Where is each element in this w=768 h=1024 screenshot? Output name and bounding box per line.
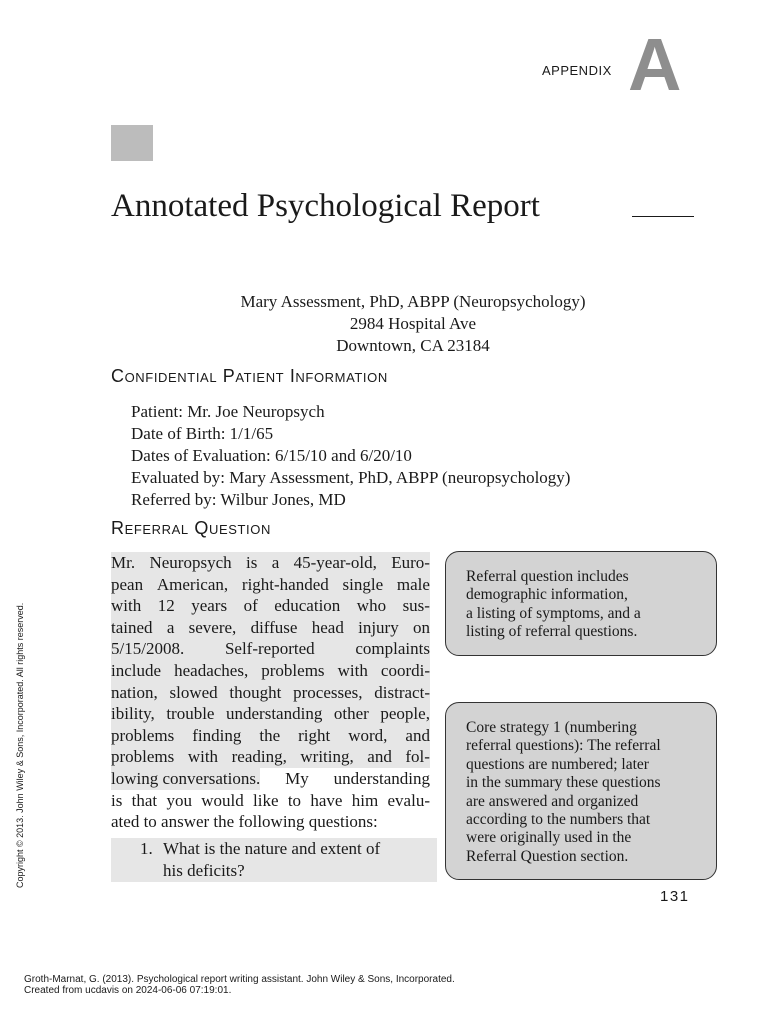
referral-text-line (111, 725, 430, 747)
callout-line: Referral question includes (466, 568, 629, 585)
referral-text-line (111, 595, 430, 617)
referral-word: tained (111, 617, 153, 637)
referral-word: him (351, 790, 379, 810)
chapter-marker-square (111, 125, 153, 161)
referral-word: headaches, (174, 660, 249, 680)
referral-word: processes, (293, 682, 363, 702)
referral-word: severe, (188, 617, 237, 637)
referral-word: years (191, 596, 228, 616)
referral-word: problems (261, 660, 325, 680)
referral-word: who (356, 596, 387, 616)
author-name-line: Mary Assessment, PhD, ABPP (Neuropsychology) (240, 292, 586, 311)
referral-word: Mr. (111, 553, 136, 572)
referral-word: education (274, 596, 341, 616)
referral-word: complaints (355, 639, 430, 659)
referral-text-line (111, 574, 430, 596)
referral-word: include (111, 660, 162, 680)
referral-word: My (285, 768, 309, 788)
patient-info-item: Referred by: Wilbur Jones, MD (131, 490, 346, 509)
referral-word: reading, (231, 747, 287, 767)
callout-line: Referral Question section. (466, 847, 629, 865)
referral-word: ated to answer the following questions: (111, 812, 378, 832)
referral-word: word, (348, 725, 388, 745)
referral-word: to (287, 790, 302, 810)
referral-text-line (111, 552, 430, 574)
referral-word: head (311, 617, 344, 637)
annotation-callout-referral (445, 551, 717, 656)
patient-info-item: Dates of Evaluation: 6/15/10 and 6/20/10 (131, 446, 412, 465)
referral-word: finding (192, 725, 242, 745)
title-underline (632, 216, 694, 217)
page-number: 131 (660, 888, 690, 905)
referral-word: evalu- (387, 790, 430, 810)
referral-word: on (412, 617, 430, 637)
callout-line: a listing of symptoms, and a (466, 604, 641, 622)
referral-word: understanding (226, 704, 323, 724)
referral-word: injury (358, 617, 399, 637)
referral-word: trouble (166, 704, 215, 724)
referral-word: Neuropsych (149, 553, 232, 572)
referral-word: with (111, 596, 142, 616)
referral-text-line (111, 660, 430, 682)
referral-word: ibility, (111, 704, 155, 724)
callout-line: are answered and organized (466, 792, 639, 810)
author-city-line: Downtown, CA 23184 (336, 336, 490, 355)
appendix-letter: A (628, 23, 682, 106)
referral-word: like (253, 790, 279, 810)
referral-word: a (166, 617, 175, 637)
referral-word: right-handed (241, 574, 329, 594)
referral-word: writing, (300, 747, 354, 767)
referral-text-line (111, 617, 430, 639)
referral-word: coordi- (380, 660, 430, 680)
referral-word: a (271, 553, 280, 572)
callout-line: listing of referral questions. (466, 623, 638, 641)
referral-word: and (405, 725, 430, 745)
callout-line: questions are numbered; later (466, 755, 649, 773)
referral-word: diffuse (250, 617, 298, 637)
referral-word: sus- (402, 596, 430, 616)
callout-line: demographic information, (466, 586, 628, 604)
referral-word: the (259, 725, 281, 745)
callout-line: referral questions): The referral (466, 737, 661, 755)
referral-text-line (111, 811, 430, 833)
referral-word: lowing conversations. (111, 768, 261, 788)
referral-word: slowed (169, 682, 218, 702)
question-text-line: his deficits? (163, 861, 245, 880)
author-address-line: 2984 Hospital Ave (349, 314, 477, 333)
heading-confidential-info: Confidential Patient Information (111, 366, 388, 386)
referral-text-line (111, 746, 430, 768)
callout-line: were originally used in the (466, 829, 632, 847)
referral-word: American, (156, 574, 229, 594)
referral-word: is (111, 790, 123, 810)
referral-word: other (333, 704, 369, 724)
referral-word: 5/15/2008. (111, 639, 185, 659)
referral-word: you (166, 790, 192, 810)
patient-info-item: Date of Birth: 1/1/65 (131, 424, 274, 443)
referral-word: understanding (333, 768, 430, 788)
referral-word: thought (229, 682, 282, 702)
referral-word: nation, (111, 682, 158, 702)
referral-word: 12 (157, 596, 175, 616)
copyright-notice: Copyright © 2013. John Wiley & Sons, Incorporated. All rights reserved. (15, 602, 25, 888)
referral-word: with (187, 747, 219, 767)
footer-citation (24, 974, 455, 996)
referral-word: distract- (374, 682, 430, 702)
referral-word: single (342, 574, 384, 594)
referral-word: of (243, 596, 258, 616)
patient-info-item: Evaluated by: Mary Assessment, PhD, ABPP (neuropsychology) (131, 468, 571, 487)
question-text-line: What is the nature and extent of (163, 839, 381, 858)
referral-word: is (246, 553, 258, 572)
appendix-label: APPENDIX (542, 63, 612, 78)
referral-word: 45-year-old, (293, 553, 377, 572)
page-title: Annotated Psychological Report (111, 188, 540, 224)
referral-word: with (337, 660, 368, 680)
referral-word: that (131, 790, 158, 810)
referral-text-line (111, 682, 430, 704)
referral-word: have (310, 790, 343, 810)
referral-text-line (111, 703, 430, 725)
question-number: 1. (140, 839, 153, 858)
patient-info-item: Patient: Mr. Joe Neuropsych (131, 402, 325, 421)
referral-text-line (111, 768, 430, 790)
referral-word: male (396, 574, 430, 594)
callout-line: Core strategy 1 (numbering (466, 719, 637, 736)
footer-citation-line: Groth-Marnat, G. (2013). Psychological report writing assistant. John Wiley & Sons, Incorporated. (24, 974, 455, 985)
referral-word: problems (111, 747, 175, 767)
referral-word: pean (111, 574, 144, 594)
referral-word: and (367, 747, 392, 767)
heading-referral-question: Referral Question (111, 518, 271, 538)
footer-created-line: Created from ucdavis on 2024-06-06 07:19:01. (24, 985, 232, 996)
referral-text-line (111, 638, 430, 660)
referral-word: Self-reported (224, 639, 315, 659)
callout-line: according to the numbers that (466, 811, 651, 829)
referral-paragraph (111, 552, 430, 833)
referral-word: right (298, 725, 331, 745)
annotation-callout-core-strategy (445, 702, 717, 880)
patient-info-list (131, 401, 570, 511)
referral-word: problems (111, 725, 175, 745)
referral-word: people, (380, 704, 430, 724)
callout-line: in the summary these questions (466, 774, 661, 792)
referral-question-item (111, 838, 437, 882)
referral-word: fol- (405, 747, 430, 767)
referral-word: Euro- (391, 553, 430, 572)
referral-word: would (201, 790, 244, 810)
referral-text-line (111, 790, 430, 812)
author-block (0, 291, 768, 357)
